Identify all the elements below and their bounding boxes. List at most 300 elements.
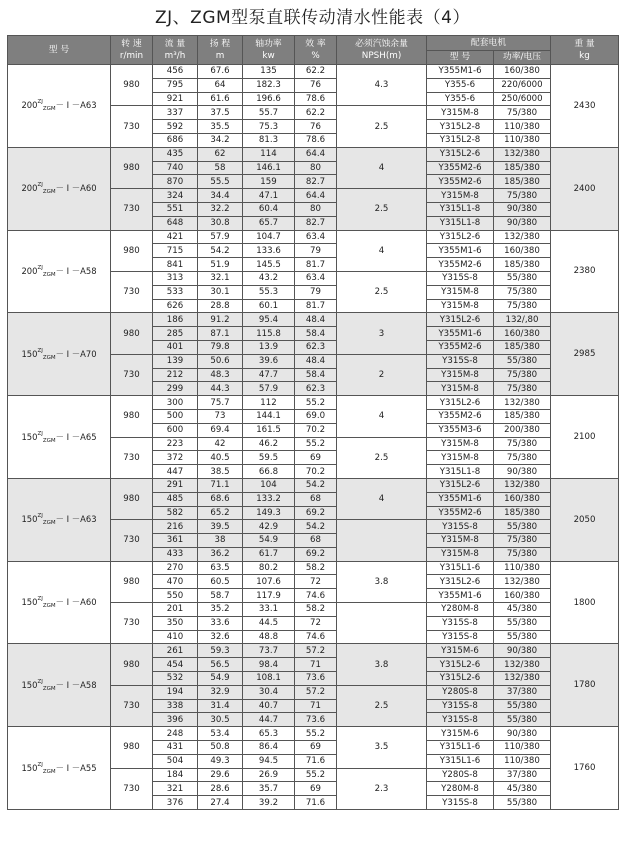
power-cell: 65.7	[243, 216, 295, 230]
npsh-cell	[337, 520, 427, 561]
flow-cell: 201	[153, 603, 198, 617]
power-cell: 60.4	[243, 202, 295, 216]
power-cell: 182.3	[243, 78, 295, 92]
flow-cell: 500	[153, 409, 198, 423]
npsh-cell: 2.5	[337, 271, 427, 312]
flow-cell: 841	[153, 258, 198, 272]
header-motor-type: 型 号	[427, 50, 494, 65]
model-suffix: － I －A63	[55, 514, 97, 525]
header-flow	[153, 36, 198, 65]
npsh-cell: 3	[337, 313, 427, 354]
header-model	[8, 36, 111, 65]
efficiency-cell: 73.6	[295, 713, 337, 727]
head-cell: 27.4	[198, 796, 243, 810]
performance-table	[7, 35, 619, 810]
motor-type-cell: Y355-6	[427, 78, 494, 92]
power-cell: 47.7	[243, 368, 295, 382]
npsh-cell: 2.5	[337, 685, 427, 726]
efficiency-cell: 71.6	[295, 754, 337, 768]
flow-cell: 248	[153, 727, 198, 741]
header-power	[243, 36, 295, 65]
header-head-label: 扬 程	[209, 39, 231, 49]
head-cell: 56.5	[198, 658, 243, 672]
weight-cell: 1760	[551, 727, 619, 810]
motor-power-cell: 185/380	[494, 258, 551, 272]
model-suffix: － I －A60	[55, 597, 97, 608]
efficiency-cell: 69	[295, 451, 337, 465]
flow-cell: 376	[153, 796, 198, 810]
flow-cell: 648	[153, 216, 198, 230]
motor-power-cell: 75/380	[494, 534, 551, 548]
table-row	[8, 478, 619, 492]
head-cell: 32.2	[198, 202, 243, 216]
power-cell: 73.7	[243, 644, 295, 658]
motor-power-cell: 55/380	[494, 520, 551, 534]
power-cell: 44.5	[243, 616, 295, 630]
power-cell: 112	[243, 396, 295, 410]
npsh-cell: 4	[337, 230, 427, 271]
motor-power-cell: 160/380	[494, 65, 551, 79]
motor-type-cell: Y315S-8	[427, 354, 494, 368]
speed-cell: 980	[111, 230, 153, 271]
flow-cell: 321	[153, 782, 198, 796]
speed-cell: 730	[111, 354, 153, 395]
power-cell: 75.3	[243, 120, 295, 134]
header-flow-label: 流 量	[164, 39, 186, 49]
model-suffix: － I －A60	[55, 183, 97, 194]
efficiency-cell: 81.7	[295, 258, 337, 272]
head-cell: 60.5	[198, 575, 243, 589]
flow-cell: 401	[153, 340, 198, 354]
motor-type-cell: Y280M-8	[427, 782, 494, 796]
model-suffix: － I －A58	[55, 265, 97, 276]
power-cell: 60.1	[243, 299, 295, 313]
efficiency-cell: 69	[295, 741, 337, 755]
motor-type-cell: Y315S-8	[427, 699, 494, 713]
header-motor-power: 功率/电压	[494, 50, 551, 65]
head-cell: 87.1	[198, 327, 243, 341]
head-cell: 91.2	[198, 313, 243, 327]
motor-type-cell: Y315L2-6	[427, 478, 494, 492]
model-prefix: 150	[21, 679, 38, 690]
model-sub: ZGM	[42, 437, 56, 444]
motor-type-cell: Y315M-8	[427, 299, 494, 313]
motor-power-cell: 132/380	[494, 230, 551, 244]
model-suffix: － I －A55	[55, 762, 97, 773]
flow-cell: 740	[153, 161, 198, 175]
power-cell: 149.3	[243, 506, 295, 520]
efficiency-cell: 62.2	[295, 106, 337, 120]
power-cell: 65.3	[243, 727, 295, 741]
motor-type-cell: Y315L2-6	[427, 396, 494, 410]
flow-cell: 421	[153, 230, 198, 244]
motor-power-cell: 185/380	[494, 409, 551, 423]
npsh-cell: 4	[337, 147, 427, 188]
power-cell: 13.9	[243, 340, 295, 354]
speed-cell: 980	[111, 313, 153, 354]
motor-power-cell: 55/380	[494, 713, 551, 727]
model-sup: ZJ	[37, 182, 43, 189]
motor-type-cell: Y355M2-6	[427, 161, 494, 175]
motor-type-cell: Y315S-8	[427, 520, 494, 534]
model-suffix: － I －A58	[55, 679, 97, 690]
motor-power-cell: 185/380	[494, 161, 551, 175]
flow-cell: 470	[153, 575, 198, 589]
model-sub: ZGM	[42, 189, 56, 196]
model-sup: ZJ	[37, 347, 43, 354]
power-cell: 57.9	[243, 382, 295, 396]
motor-type-cell: Y315L2-6	[427, 658, 494, 672]
flow-cell: 184	[153, 768, 198, 782]
head-cell: 28.6	[198, 782, 243, 796]
motor-power-cell: 90/380	[494, 216, 551, 230]
efficiency-cell: 81.7	[295, 299, 337, 313]
model-sup: ZJ	[37, 596, 43, 603]
motor-type-cell: Y315M-8	[427, 368, 494, 382]
flow-cell: 313	[153, 271, 198, 285]
flow-cell: 212	[153, 368, 198, 382]
flow-cell: 291	[153, 478, 198, 492]
motor-type-cell: Y355M2-6	[427, 175, 494, 189]
flow-cell: 447	[153, 465, 198, 479]
motor-type-cell: Y315L2-6	[427, 575, 494, 589]
weight-cell: 2400	[551, 147, 619, 230]
speed-cell: 980	[111, 727, 153, 768]
motor-power-cell: 90/380	[494, 465, 551, 479]
model-sub: ZGM	[42, 520, 56, 527]
motor-power-cell: 185/380	[494, 175, 551, 189]
flow-cell: 551	[153, 202, 198, 216]
motor-power-cell: 37/380	[494, 685, 551, 699]
speed-cell: 980	[111, 396, 153, 437]
flow-cell: 285	[153, 327, 198, 341]
motor-power-cell: 132/380	[494, 478, 551, 492]
efficiency-cell: 48.4	[295, 354, 337, 368]
flow-cell: 582	[153, 506, 198, 520]
motor-type-cell: Y355M2-6	[427, 258, 494, 272]
model-sub: ZGM	[42, 768, 56, 775]
motor-power-cell: 55/380	[494, 630, 551, 644]
flow-cell: 410	[153, 630, 198, 644]
motor-type-cell: Y315M-8	[427, 451, 494, 465]
flow-cell: 435	[153, 147, 198, 161]
weight-cell: 2430	[551, 65, 619, 148]
power-cell: 161.5	[243, 423, 295, 437]
npsh-cell: 2.5	[337, 437, 427, 478]
model-suffix: － I －A70	[55, 348, 97, 359]
power-cell: 98.4	[243, 658, 295, 672]
power-cell: 117.9	[243, 589, 295, 603]
model-sup: ZJ	[37, 99, 43, 106]
model-sub: ZGM	[42, 271, 56, 278]
speed-cell: 730	[111, 106, 153, 147]
weight-cell: 2100	[551, 396, 619, 479]
head-cell: 30.8	[198, 216, 243, 230]
model-cell	[8, 313, 111, 396]
head-cell: 55.5	[198, 175, 243, 189]
power-cell: 44.7	[243, 713, 295, 727]
motor-power-cell: 160/380	[494, 492, 551, 506]
efficiency-cell: 58.2	[295, 603, 337, 617]
motor-power-cell: 55/380	[494, 699, 551, 713]
efficiency-cell: 71	[295, 699, 337, 713]
model-cell	[8, 561, 111, 644]
table-row	[8, 230, 619, 244]
efficiency-cell: 71	[295, 658, 337, 672]
motor-type-cell: Y315M-8	[427, 189, 494, 203]
head-cell: 59.3	[198, 644, 243, 658]
motor-power-cell: 110/380	[494, 120, 551, 134]
header-npsh-label: 必须汽蚀余量	[355, 39, 408, 49]
table-row	[8, 644, 619, 658]
npsh-cell: 4	[337, 396, 427, 437]
head-cell: 48.3	[198, 368, 243, 382]
power-cell: 30.4	[243, 685, 295, 699]
head-cell: 73	[198, 409, 243, 423]
head-cell: 35.5	[198, 120, 243, 134]
flow-cell: 194	[153, 685, 198, 699]
power-cell: 107.6	[243, 575, 295, 589]
motor-type-cell: Y315M-8	[427, 285, 494, 299]
power-cell: 95.4	[243, 313, 295, 327]
npsh-cell: 4	[337, 478, 427, 519]
head-cell: 38.5	[198, 465, 243, 479]
speed-cell: 980	[111, 644, 153, 685]
motor-power-cell: 185/380	[494, 340, 551, 354]
motor-power-cell: 132/380	[494, 396, 551, 410]
header-npsh-unit: NPSH(m)	[361, 51, 402, 61]
efficiency-cell: 58.2	[295, 561, 337, 575]
speed-cell: 730	[111, 271, 153, 312]
efficiency-cell: 55.2	[295, 727, 337, 741]
head-cell: 28.8	[198, 299, 243, 313]
model-prefix: 200	[21, 100, 38, 111]
efficiency-cell: 63.4	[295, 271, 337, 285]
model-cell	[8, 230, 111, 313]
head-cell: 30.1	[198, 285, 243, 299]
header-weight-label: 重 量	[574, 39, 595, 49]
efficiency-cell: 79	[295, 244, 337, 258]
model-prefix: 200	[21, 183, 38, 194]
motor-type-cell: Y315L2-6	[427, 147, 494, 161]
header-speed	[111, 36, 153, 65]
efficiency-cell: 57.2	[295, 644, 337, 658]
head-cell: 58.7	[198, 589, 243, 603]
efficiency-cell: 80	[295, 161, 337, 175]
motor-type-cell: Y355-6	[427, 92, 494, 106]
model-prefix: 150	[21, 431, 38, 442]
speed-cell: 730	[111, 189, 153, 230]
model-cell	[8, 396, 111, 479]
head-cell: 50.6	[198, 354, 243, 368]
flow-cell: 870	[153, 175, 198, 189]
motor-power-cell: 132/,80	[494, 313, 551, 327]
efficiency-cell: 74.6	[295, 589, 337, 603]
header-npsh	[337, 36, 427, 65]
efficiency-cell: 78.6	[295, 92, 337, 106]
model-prefix: 150	[21, 762, 38, 773]
header-head-unit: m	[215, 51, 225, 61]
power-cell: 35.7	[243, 782, 295, 796]
header-motor: 配套电机	[427, 36, 551, 51]
flow-cell: 921	[153, 92, 198, 106]
model-cell	[8, 65, 111, 148]
header-power-label: 轴功率	[255, 39, 282, 49]
power-cell: 39.2	[243, 796, 295, 810]
motor-power-cell: 75/380	[494, 106, 551, 120]
motor-type-cell: Y315S-8	[427, 796, 494, 810]
efficiency-cell: 70.2	[295, 423, 337, 437]
head-cell: 79.8	[198, 340, 243, 354]
efficiency-cell: 80	[295, 202, 337, 216]
weight-cell: 1780	[551, 644, 619, 727]
table-row	[8, 65, 619, 79]
flow-cell: 485	[153, 492, 198, 506]
motor-type-cell: Y355M1-6	[427, 244, 494, 258]
motor-power-cell: 160/380	[494, 327, 551, 341]
header-power-unit: kw	[262, 51, 275, 61]
motor-type-cell: Y315L1-8	[427, 202, 494, 216]
motor-type-cell: Y315M-6	[427, 727, 494, 741]
power-cell: 146.1	[243, 161, 295, 175]
flow-cell: 686	[153, 133, 198, 147]
head-cell: 32.9	[198, 685, 243, 699]
efficiency-cell: 54.2	[295, 520, 337, 534]
motor-power-cell: 75/380	[494, 368, 551, 382]
efficiency-cell: 78.6	[295, 133, 337, 147]
flow-cell: 592	[153, 120, 198, 134]
efficiency-cell: 58.4	[295, 327, 337, 341]
weight-cell: 2380	[551, 230, 619, 313]
motor-type-cell: Y315L2-6	[427, 230, 494, 244]
head-cell: 58	[198, 161, 243, 175]
flow-cell: 350	[153, 616, 198, 630]
flow-cell: 600	[153, 423, 198, 437]
table-row	[8, 396, 619, 410]
efficiency-cell: 63.4	[295, 230, 337, 244]
table-body	[8, 65, 619, 810]
motor-type-cell: Y315M-8	[427, 437, 494, 451]
model-sub: ZGM	[42, 106, 56, 113]
head-cell: 42	[198, 437, 243, 451]
npsh-cell: 3.5	[337, 727, 427, 768]
efficiency-cell: 76	[295, 120, 337, 134]
model-sup: ZJ	[37, 513, 43, 520]
header-speed-label: 转 速	[121, 39, 142, 49]
efficiency-cell: 69	[295, 782, 337, 796]
weight-cell: 2985	[551, 313, 619, 396]
motor-power-cell: 75/380	[494, 189, 551, 203]
head-cell: 62	[198, 147, 243, 161]
head-cell: 69.4	[198, 423, 243, 437]
power-cell: 55.3	[243, 285, 295, 299]
motor-type-cell: Y355M1-6	[427, 589, 494, 603]
power-cell: 54.9	[243, 534, 295, 548]
power-cell: 135	[243, 65, 295, 79]
efficiency-cell: 57.2	[295, 685, 337, 699]
power-cell: 115.8	[243, 327, 295, 341]
flow-cell: 456	[153, 65, 198, 79]
head-cell: 40.5	[198, 451, 243, 465]
motor-type-cell: Y355M1-6	[427, 65, 494, 79]
head-cell: 44.3	[198, 382, 243, 396]
motor-power-cell: 132/380	[494, 672, 551, 686]
power-cell: 48.8	[243, 630, 295, 644]
flow-cell: 431	[153, 741, 198, 755]
efficiency-cell: 70.2	[295, 465, 337, 479]
motor-power-cell: 220/6000	[494, 78, 551, 92]
flow-cell: 533	[153, 285, 198, 299]
table-header	[8, 36, 619, 65]
head-cell: 39.5	[198, 520, 243, 534]
power-cell: 196.6	[243, 92, 295, 106]
motor-power-cell: 90/380	[494, 727, 551, 741]
head-cell: 63.5	[198, 561, 243, 575]
power-cell: 133.2	[243, 492, 295, 506]
power-cell: 145.5	[243, 258, 295, 272]
head-cell: 57.9	[198, 230, 243, 244]
model-sup: ZJ	[37, 678, 43, 685]
motor-type-cell: Y355M2-6	[427, 506, 494, 520]
motor-type-cell: Y280M-8	[427, 603, 494, 617]
power-cell: 80.2	[243, 561, 295, 575]
efficiency-cell: 62.2	[295, 65, 337, 79]
power-cell: 46.2	[243, 437, 295, 451]
flow-cell: 216	[153, 520, 198, 534]
motor-power-cell: 90/380	[494, 644, 551, 658]
efficiency-cell: 72	[295, 616, 337, 630]
head-cell: 31.4	[198, 699, 243, 713]
flow-cell: 361	[153, 534, 198, 548]
flow-cell: 504	[153, 754, 198, 768]
model-prefix: 150	[21, 348, 38, 359]
power-cell: 66.8	[243, 465, 295, 479]
motor-type-cell: Y355M3-6	[427, 423, 494, 437]
motor-power-cell: 132/380	[494, 575, 551, 589]
efficiency-cell: 72	[295, 575, 337, 589]
efficiency-cell: 55.2	[295, 768, 337, 782]
power-cell: 144.1	[243, 409, 295, 423]
power-cell: 26.9	[243, 768, 295, 782]
motor-type-cell: Y315S-8	[427, 271, 494, 285]
motor-type-cell: Y355M1-6	[427, 492, 494, 506]
efficiency-cell: 82.7	[295, 216, 337, 230]
motor-power-cell: 200/380	[494, 423, 551, 437]
efficiency-cell: 69.2	[295, 506, 337, 520]
npsh-cell: 3.8	[337, 561, 427, 602]
weight-cell: 1800	[551, 561, 619, 644]
npsh-cell: 2.5	[337, 189, 427, 230]
head-cell: 71.1	[198, 478, 243, 492]
motor-power-cell: 45/380	[494, 603, 551, 617]
head-cell: 67.6	[198, 65, 243, 79]
weight-cell: 2050	[551, 478, 619, 561]
header-flow-unit: m³/h	[164, 51, 186, 61]
efficiency-cell: 69.2	[295, 547, 337, 561]
motor-power-cell: 110/380	[494, 133, 551, 147]
power-cell: 42.9	[243, 520, 295, 534]
motor-power-cell: 37/380	[494, 768, 551, 782]
model-prefix: 200	[21, 265, 38, 276]
efficiency-cell: 74.6	[295, 630, 337, 644]
efficiency-cell: 62.3	[295, 382, 337, 396]
power-cell: 104.7	[243, 230, 295, 244]
motor-power-cell: 55/380	[494, 354, 551, 368]
motor-type-cell: Y315L2-8	[427, 133, 494, 147]
header-weight	[551, 36, 619, 65]
table-row	[8, 727, 619, 741]
flow-cell: 433	[153, 547, 198, 561]
